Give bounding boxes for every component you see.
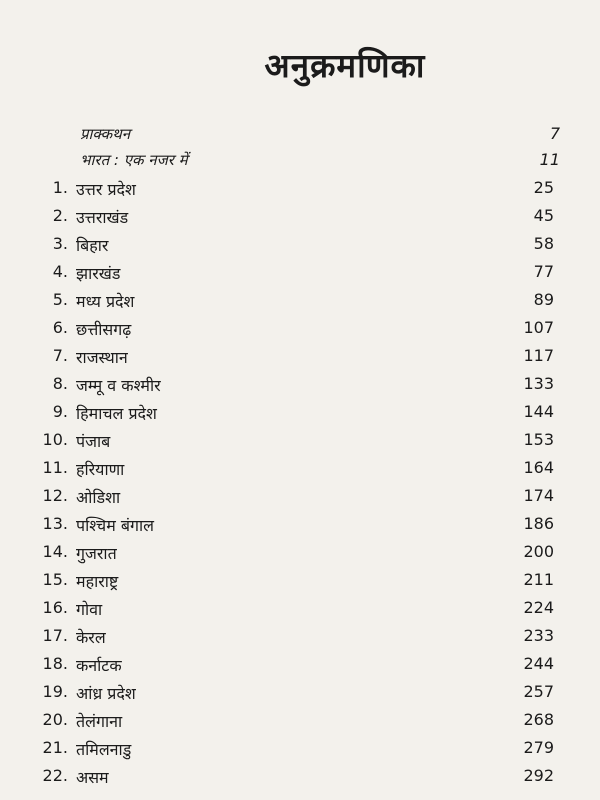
preface-title: प्राक्कथन bbox=[80, 125, 131, 143]
entry-number: 4. bbox=[52, 262, 68, 281]
entry-number: 8. bbox=[52, 374, 68, 393]
toc-entry bbox=[0, 570, 600, 596]
preface-row bbox=[80, 124, 560, 148]
entry-page: 107 bbox=[523, 318, 554, 337]
entry-title: मध्य प्रदेश bbox=[76, 292, 135, 311]
toc-entry bbox=[0, 178, 600, 204]
entry-page: 117 bbox=[523, 346, 554, 365]
entry-page: 153 bbox=[523, 430, 554, 449]
entry-title: हरियाणा bbox=[76, 460, 125, 479]
preface-row bbox=[80, 150, 560, 174]
entry-title: राजस्थान bbox=[76, 348, 128, 367]
toc-entry bbox=[0, 766, 600, 792]
entry-page: 279 bbox=[523, 738, 554, 757]
toc-entry bbox=[0, 346, 600, 372]
toc-entry bbox=[0, 234, 600, 260]
entry-page: 77 bbox=[533, 262, 554, 281]
entry-title: बिहार bbox=[76, 236, 109, 255]
entry-title: जम्मू व कश्मीर bbox=[76, 376, 161, 395]
entry-page: 233 bbox=[523, 626, 554, 645]
toc-entry bbox=[0, 682, 600, 708]
entry-title: उत्तराखंड bbox=[76, 208, 129, 227]
entry-title: हिमाचल प्रदेश bbox=[76, 404, 157, 423]
toc-entry bbox=[0, 710, 600, 736]
toc-entry bbox=[0, 542, 600, 568]
entry-title: केरल bbox=[76, 628, 106, 647]
toc-entry bbox=[0, 514, 600, 540]
entry-title: महाराष्ट्र bbox=[76, 572, 119, 591]
toc-entry bbox=[0, 626, 600, 652]
toc-entry bbox=[0, 318, 600, 344]
entry-number: 2. bbox=[52, 206, 68, 225]
toc-entry bbox=[0, 262, 600, 288]
toc-entry bbox=[0, 654, 600, 680]
entry-page: 133 bbox=[523, 374, 554, 393]
entry-page: 164 bbox=[523, 458, 554, 477]
entry-title: आंध्र प्रदेश bbox=[76, 684, 136, 703]
entry-number: 6. bbox=[52, 318, 68, 337]
entry-page: 58 bbox=[533, 234, 554, 253]
entry-page: 292 bbox=[523, 766, 554, 785]
entry-page: 211 bbox=[523, 570, 554, 589]
entry-number: 3. bbox=[52, 234, 68, 253]
entry-title: झारखंड bbox=[76, 264, 121, 283]
entry-number: 9. bbox=[52, 402, 68, 421]
toc-entry bbox=[0, 598, 600, 624]
entry-page: 25 bbox=[533, 178, 554, 197]
entry-number: 22. bbox=[42, 766, 68, 785]
page-title: अनुक्रमणिका bbox=[264, 46, 426, 85]
toc-entry bbox=[0, 206, 600, 232]
entry-title: पंजाब bbox=[76, 432, 111, 451]
entry-number: 16. bbox=[42, 598, 68, 617]
toc-entry bbox=[0, 290, 600, 316]
entry-page: 244 bbox=[523, 654, 554, 673]
entry-number: 20. bbox=[42, 710, 68, 729]
entry-number: 12. bbox=[42, 486, 68, 505]
entry-page: 200 bbox=[523, 542, 554, 561]
preface-page: 7 bbox=[549, 124, 560, 143]
entry-title: छत्तीसगढ़ bbox=[76, 320, 132, 339]
entry-title: तेलंगाना bbox=[76, 712, 123, 731]
preface-title: भारत : एक नजर में bbox=[80, 151, 188, 169]
entry-page: 224 bbox=[523, 598, 554, 617]
entry-page: 268 bbox=[523, 710, 554, 729]
entry-page: 174 bbox=[523, 486, 554, 505]
entry-title: उत्तर प्रदेश bbox=[76, 180, 136, 199]
entry-title: ओडिशा bbox=[76, 488, 121, 507]
toc-entry bbox=[0, 374, 600, 400]
entry-number: 11. bbox=[42, 458, 68, 477]
entry-number: 13. bbox=[42, 514, 68, 533]
entry-title: कर्नाटक bbox=[76, 656, 122, 675]
entry-number: 1. bbox=[52, 178, 68, 197]
entry-page: 257 bbox=[523, 682, 554, 701]
entry-number: 10. bbox=[42, 430, 68, 449]
entry-number: 21. bbox=[42, 738, 68, 757]
toc-entry bbox=[0, 486, 600, 512]
entry-title: असम bbox=[76, 768, 109, 787]
toc-entry bbox=[0, 430, 600, 456]
entry-number: 5. bbox=[52, 290, 68, 309]
entry-number: 17. bbox=[42, 626, 68, 645]
entry-number: 18. bbox=[42, 654, 68, 673]
entry-title: गोवा bbox=[76, 600, 103, 619]
entry-number: 7. bbox=[52, 346, 68, 365]
toc-entry bbox=[0, 738, 600, 764]
entry-title: गुजरात bbox=[76, 544, 117, 563]
entry-number: 19. bbox=[42, 682, 68, 701]
entry-page: 186 bbox=[523, 514, 554, 533]
toc-entry bbox=[0, 458, 600, 484]
toc-entry bbox=[0, 402, 600, 428]
entry-number: 15. bbox=[42, 570, 68, 589]
entry-page: 45 bbox=[533, 206, 554, 225]
entry-page: 144 bbox=[523, 402, 554, 421]
entry-title: तमिलनाडु bbox=[76, 740, 132, 759]
entry-number: 14. bbox=[42, 542, 68, 561]
preface-page: 11 bbox=[539, 150, 560, 169]
entry-page: 89 bbox=[533, 290, 554, 309]
entry-title: पश्चिम बंगाल bbox=[76, 516, 154, 535]
